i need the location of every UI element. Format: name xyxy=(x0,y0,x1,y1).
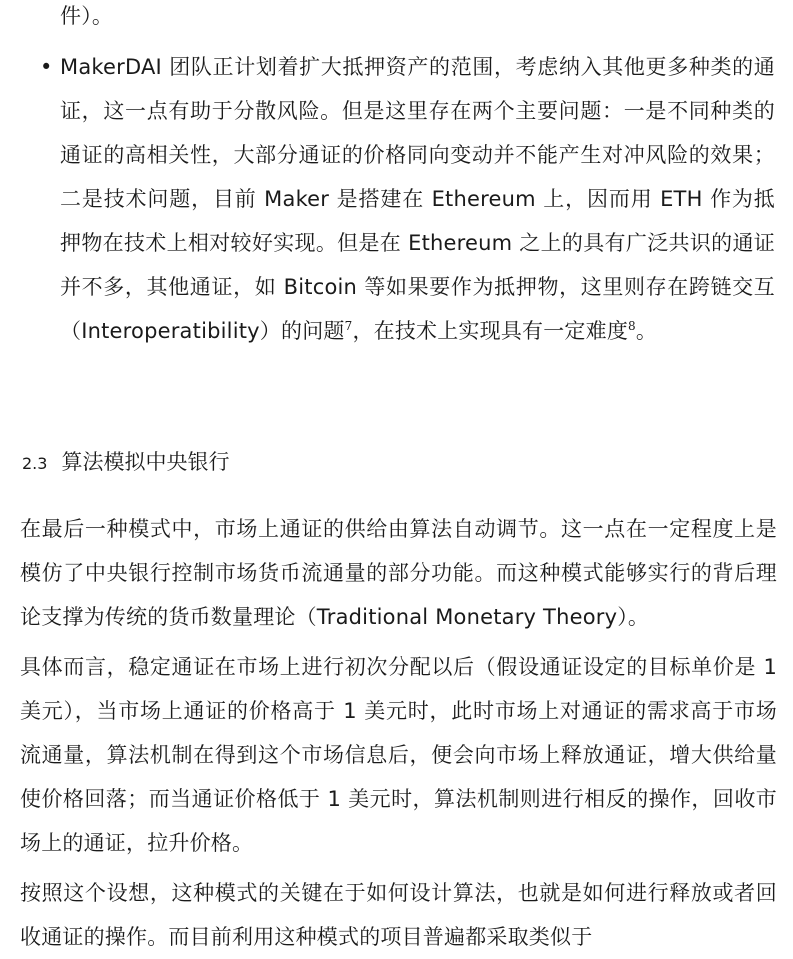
paragraph-3: 按照这个设想，这种模式的关键在于如何设计算法，也就是如何进行释放或者回收通证的操作。而目前利用这种模式的项目普遍都采取类似于 xyxy=(20,881,777,949)
bullet-text-part-a: MakerDAI 团队正计划着扩大抵押资产的范围，考虑纳入其他更多种类的通证，这一点有助于分散风险。但是这里存在两个主要问题：一是不同种类的通证的高相关性，大部分通证的价格同向变动并不能产生对冲风险的效果；二是技术问题，目前 Maker 是搭建在 Ethereum 上，因而用 ETH 作为抵押物在技术上相对较好实现。但是在 Ethereum 之上的具有广泛共识的通证并不多，其他通证，如 Bitcoin 等如果要作为抵押物，这里则存在跨链交互（Interoperatibility）的问题 xyxy=(60,55,775,343)
paragraph-1: 在最后一种模式中，市场上通证的供给由算法自动调节。这一点在一定程度上是模仿了中央银行控制市场货币流通量的部分功能。而这种模式能够实行的背后理论支撑为传统的货币数量理论（Traditional Monetary Theory）。 xyxy=(20,517,777,629)
footnote-ref-7[interactable]: 7 xyxy=(344,319,353,333)
bullet-text-part-b: ，在技术上实现具有一定难度 xyxy=(352,319,629,343)
section-title: 算法模拟中央银行 xyxy=(61,450,230,474)
section-number: 2.3 xyxy=(22,454,48,473)
bullet-marker: • xyxy=(40,55,53,79)
section-heading xyxy=(22,440,229,486)
bullet-text-part-c: 。 xyxy=(635,319,658,343)
paragraph-2: 具体而言，稳定通证在市场上进行初次分配以后（假设通证设定的目标单价是 1 美元），当市场上通证的价格高于 1 美元时，此时市场上对通证的需求高于市场流通量，算法机制在得到这个市场信息后，便会向市场上释放通证，增大供给量使价格回落；而当通证价格低于 1 美元时，算法机制则进行相反的操作，回收市场上的通证，拉升价格。 xyxy=(20,655,777,855)
continuation-text: 件）。 xyxy=(60,4,114,28)
bullet-text xyxy=(60,45,775,353)
footnote-ref-8[interactable]: 8 xyxy=(628,319,636,333)
